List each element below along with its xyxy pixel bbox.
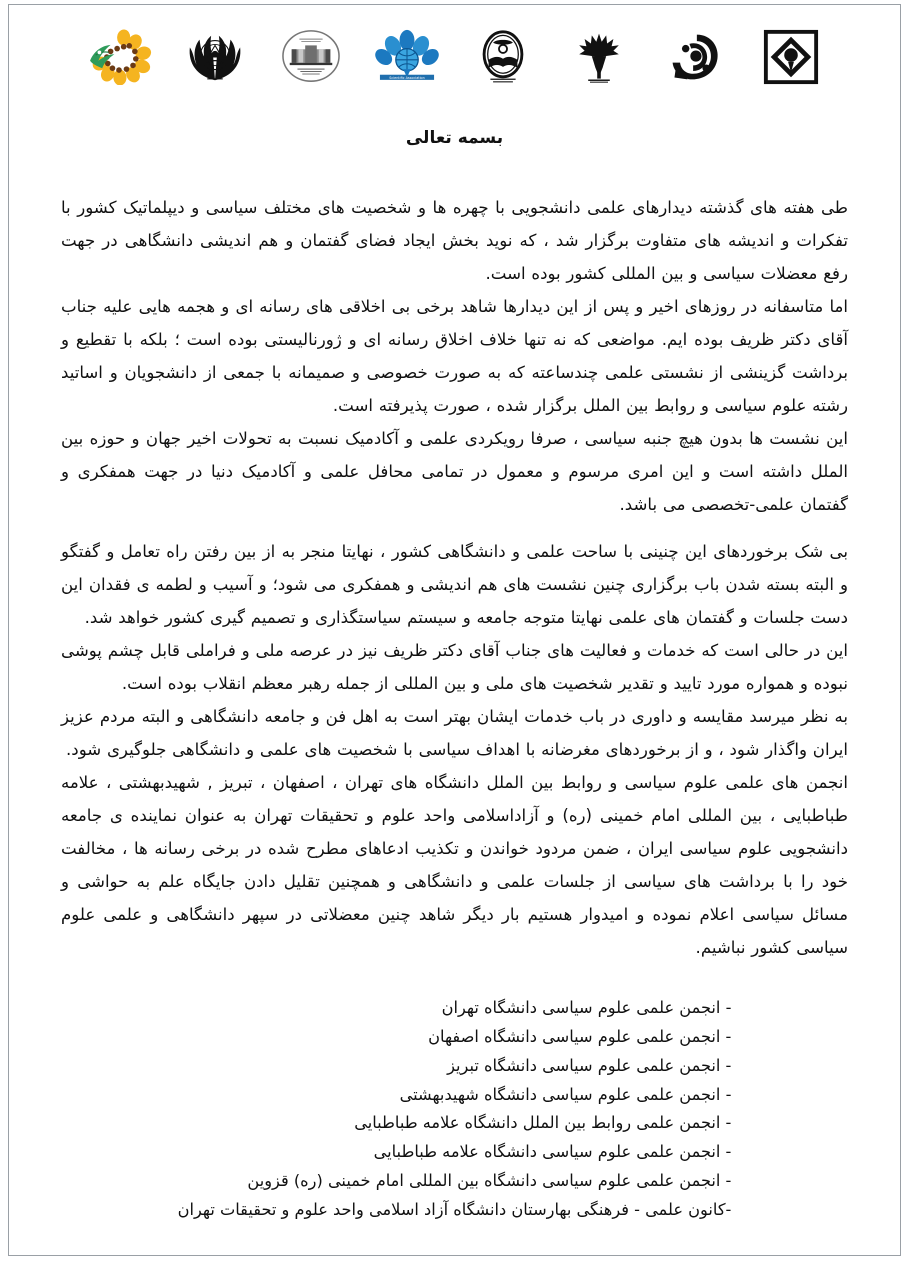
list-item: -کانون علمی - فرهنگی بهارستان دانشگاه آزاد اسلامی واحد علوم و تحقیقات تهران <box>177 1199 732 1219</box>
paragraph-3: این نشست ها بدون هیچ جنبه سیاسی ، صرفا رویکردی علمی و آکادمیک نسبت به تحولات اخیر جهان و حوزه بین الملل داشته است و این امری مرسوم و معمول در تمامی محافل علمی و آکادمیک دنیا در جهت همفکری و گفتمان علمی-تخصصی می باشد. <box>61 428 848 514</box>
logo-laurel-wreath-icon <box>178 21 252 93</box>
paragraph-5: این در حالی است که خدمات و فعالیت های جناب آقای دکتر ظریف نیز در عرصه ملی و فراملی قابل چشم پوشی نبوده و همواره مورد تایید و تقدیر شخصیت های ملی و بین المللی از جمله رهبر معظم انقلاب بوده است. <box>61 641 848 694</box>
logo-university-building-icon <box>274 21 348 93</box>
paragraph-1: طی هفته های گذشته دیدارهای علمی دانشجویی با چهره ها و شخصیت های مختلف سیاسی و دیپلماتیک کشور با تفکرات و اندیشه های متفاوت برگزار شد ، که نوید بخش ایجاد فضای گفتمان و هم اندیشی دانشگاهی در جهت رفع معضلات سیاسی و بین المللی کشور بوده است. <box>61 197 848 283</box>
paragraph-4: بی شک برخوردهای این چنینی با ساحت علمی و دانشگاهی کشور ، نهایتا منجر به از بین رفتن راه تعامل و گفتگو و البته بسته شدن باب برگزاری چنین نشست های هم اندیشی و همفکری می شود؛ و آسیب و لطمه ی فقدان این دست جلسات و گفتمان های علمی نهایتا متوجه جامعه و سیستم سیاستگذاری و تصمیم گیری کشور خواهد شد. <box>61 541 848 627</box>
page-title: بسمه تعالی <box>405 128 504 148</box>
list-item: - انجمن علمی علوم سیاسی دانشگاه علامه طباطبایی <box>373 1142 732 1162</box>
list-item: - انجمن علمی علوم سیاسی دانشگاه تهران <box>441 998 732 1018</box>
logo-strip <box>9 19 900 95</box>
paragraph-2: اما متاسفانه در روزهای اخیر و پس از این دیدارها شاهد برخی بی اخلاقی های رسانه ای و هجمه هایی علیه جناب آقای دکتر ظریف بوده ایم. مواضعی که نه تنها خلاف اخلاق رسانه ای و ژورنالیستی بوده است ؛ بلکه با تقطیع و برداشت گزینشی از نشستی علمی چندساعته که به صورت خصوصی و صمیمانه با جمعی از دانشجویان و اساتید رشته علوم سیاسی و روابط بین الملل برگزار شده ، صورت پذیرفته است. <box>61 296 848 415</box>
list-item: - انجمن علمی علوم سیاسی دانشگاه بین المللی امام خمینی (ره) قزوین <box>247 1171 732 1191</box>
list-item: - انجمن علمی علوم سیاسی دانشگاه اصفهان <box>428 1026 732 1046</box>
document-page <box>8 4 901 1256</box>
paragraph-6: به نظر میرسد مقایسه و داوری در باب خدمات ایشان بهتر است به اهل فن و جامعه دانشگاهی و البته مردم عزیز ایران واگذار شود ، و از برخوردهای مغرضانه با اهداف سیاسی با شخصیت های علمی و دانشگاهی جلوگیری شود. <box>61 707 848 760</box>
logo-blue-globe-petals-icon <box>370 21 444 93</box>
logo-oval-book-icon <box>466 21 540 93</box>
signatory-list <box>61 994 848 1225</box>
list-item: - انجمن علمی علوم سیاسی دانشگاه تبریز <box>447 1055 732 1075</box>
logo-torch-flame-icon <box>562 21 636 93</box>
logo-circular-swirl-icon <box>658 21 732 93</box>
logo-square-diamond-icon <box>754 21 828 93</box>
paragraph-7: انجمن های علمی علوم سیاسی و روابط بین الملل دانشگاه های تهران ، اصفهان ، تبریز , شهیدبهشتی ، علامه طباطبایی ، بین المللی امام خمینی (ره) و آزاداسلامی واحد علوم و تحقیقات تهران به عنوان نماینده ی جامعه دانشجویی علوم سیاسی ایران ، ضمن مردود خواندن و تکذیب ادعاهای مطرح شده در برخی رسانه ها ، مخالفت خود را با برداشت های سیاسی از جلسات علمی و دانشگاهی و همچنین تقلیل دادن جایگاه علم به حواشی و مسائل سیاسی اعلام نموده و امیدوار هستیم بار دیگر شاهد چنین معضلاتی در سپهر دانشگاهی و علمی علوم سیاسی کشور نباشیم. <box>61 773 848 958</box>
logo-sunflower-green-icon <box>82 21 156 93</box>
list-item: - انجمن علمی روابط بین الملل دانشگاه علامه طباطبایی <box>354 1113 732 1133</box>
list-item: - انجمن علمی علوم سیاسی دانشگاه شهیدبهشتی <box>399 1084 732 1104</box>
document-body <box>9 109 900 1225</box>
svg-text:Scientific Association: Scientific Association <box>388 75 425 80</box>
